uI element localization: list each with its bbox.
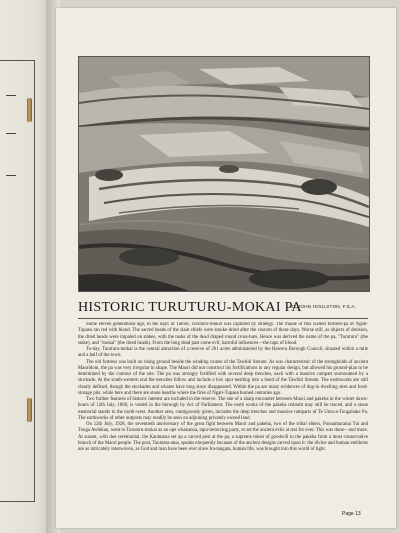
article-byline: BY JOHN HOULSTON, F.S.A. [290,304,357,309]
article-paragraph: To-day, Turuturu-mokai is the central attraction of a reserve of 261 acres administered by the Hawera Borough Council, situated within a mile and a half of the town. [78,347,368,359]
facing-page-edge [0,0,52,533]
facing-page-mark [6,133,16,134]
aerial-landscape-photo [78,56,370,292]
article-paragraph: On 12th July, 1928, the seventieth anniversary of the great fight between Maori and pakeha, two of the tribal elders, Pounamurama Tui and Tonga Awhikau, went to Turuturu-mokai as an ope whakanoa, tapu-removing party, to set the ancient evils at rest for ever. This was done—and more. At sunset, with due ceremonial, the Kaumatua set up a carved post at the pa, a supreme token of goodwill to the pakeha from a most conservative branch of the Maori people. The post, Taumata-atua, speaks eloquently because of the ancient designs carved upon it: the divine and human emblems are as intricately interwoven, as God and man have been ever since Ira-tangata, human life, was brought into this world of light. [78,422,368,452]
photo-illustration [79,57,369,291]
facing-page-mark [6,175,16,176]
article-paragraph: The old fortress was built on rising ground beside the winding course of the Tawhiti Stream. As was characteristic of the strongholds of ancient Maoridom, the pa was very irregular in shape. The Maori did not construct his fortifications to any regular design, but allowed his ground-plan to be determined by the contour of the site. The pa was strongly fortified with several deep trenches, each with a massive rampart surmounted by a stockade. At the south-western end the trenches follow and include a low spur nestling into a bend of the Tawhiti Stream. The earthworks are still clearly defined, though the stockades and whares have long since disappeared. Within the pa are many evidences of dug-in dwelling sites and food-storage pits, while here and there are stone hearths where the fires of Ngati-Tupaea burned centuries ago. [78,359,368,396]
facing-page-mark [6,95,16,96]
page-number: Page 13 [342,511,361,517]
title-rule [78,318,368,319]
facing-page-frame [0,60,35,502]
article-paragraph: Two further features of historic interest are included in the reserve. The site of a sharp encounter between Maori and pakeha in the winter dawn-hours of 12th July, 1868, is vested in the borough by Act of Parliament. The earth works of the pakeha redoubt may still be traced, and a stone memorial stands to the north-west. Another area, contiguously given, includes the deep trenches and massive ramparts of Te Umu-a-Tongahake Pa. The earthworks of other outposts may readily be seen on adjoining privately owned land. [78,397,368,421]
magazine-page [56,8,396,528]
article-paragraph: Some eleven generations ago, in the days of Tatore, Turuturu-mokai was captured by strategy. The marae of this walled fortress-pa of Ngati-Tupaea ran red with blood. The sacred heads of the slain chiefs were smoke-dried after the custom of those days. Worse still, as objects of derision, the dried heads were impaled on stakes, with the tusks of the dead draped round cross-bars. Hence was derived the name of the pa, "Turuturu" (the stake), and "mokai" (the dried heads). From the long dead past come evil, harmful influences—the tapu of blood. [78,322,368,346]
staple [27,398,32,422]
article-body [78,322,368,508]
article-title: HISTORIC TURUTURU-MOKAI PA [78,300,302,315]
staple [27,98,32,122]
